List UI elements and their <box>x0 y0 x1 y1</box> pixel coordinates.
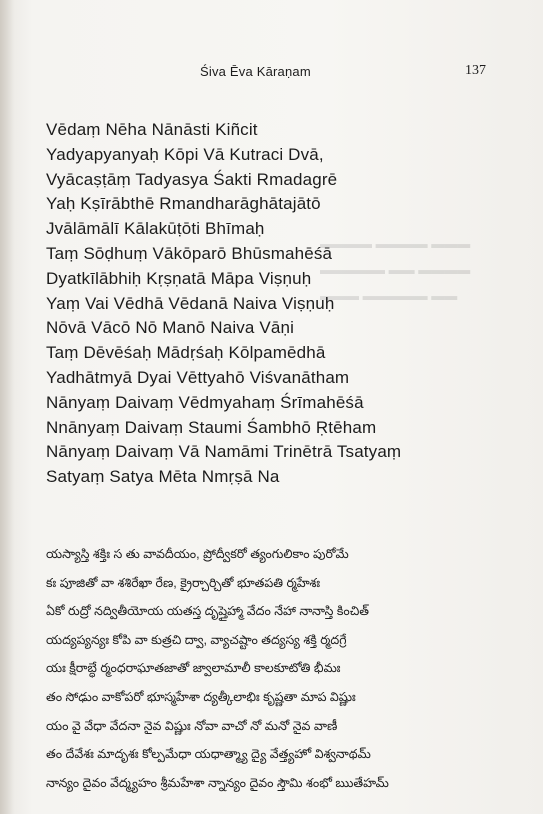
bleed-through: ▬▬▬ ▬▬▬▬ ▬▬▬▬ <box>320 236 471 251</box>
bleed-through: ▬▬▬▬ ▬▬ ▬▬▬▬▬ <box>320 262 471 277</box>
telugu-line: కః పూజితో వా శశిరేఖా రేణ, క్రైర్చార్చితో భూతపతి ర్మహేశః <box>46 575 321 590</box>
verse-line: Taṃ Dēvēśaḥ Mādṛśaḥ Kōlpamēdhā <box>46 343 326 363</box>
verse-line: Vēdaṃ Nēha Nānāsti Kiñcit <box>46 120 258 139</box>
telugu-line: నాన్యం దైవం వేద్మ్యహం శ్రీమహేశా న్నాన్యం దైవం స్తౌమి శంభో ఋతేహమ్ <box>46 775 389 790</box>
verse-block <box>46 118 516 490</box>
verse-line: Satyaṃ Satya Mēta Nmṛṣā Na <box>46 467 280 487</box>
verse-line: Yaṃ Vai Vēdhā Vēdanā Naiva Viṣṇuḥ <box>46 293 335 313</box>
page-spine-shadow <box>0 0 14 814</box>
telugu-line: తం దేవేశః మాదృశః కోల్పమేధా యధాత్మ్యా ద్యై వేత్త్యహో విశ్వనాథమ్ <box>46 747 371 762</box>
verse-line: Yadyapyanyaḥ Kōpi Vā Kutraci Dvā, <box>46 144 324 164</box>
verse-line: Nānyaṃ Daivaṃ Vēdmyahaṃ Śrīmahēśā <box>46 392 364 412</box>
verse-line: Yaḥ Kṣīrābthē Rmandharāghātajātō <box>46 194 321 214</box>
telugu-verse-block <box>46 540 526 797</box>
verse-line: Vyācaṣṭāṃ Tadyasya Śakti Rmadagrē <box>46 169 338 189</box>
telugu-line: యస్యాస్తి శక్తిః స తు వావదీయం, ప్రోద్వీకరో త్యంగులికాం పురోమే <box>46 547 349 561</box>
telugu-line: యః క్షీరాబ్ధే ర్మంధరాఘాతజాతో జ్వాలామాలీ కాలకూటోతి భీమః <box>46 661 341 676</box>
verse-line: Taṃ Sōḍhuṃ Vākōparō Bhūsmahēśā <box>46 243 333 263</box>
verse-line: Yadhātmyā Dyai Vēttyahō Viśvanātham <box>46 367 350 387</box>
verse-line: Jvālāmālī Kālakūṭōti Bhīmaḥ <box>46 219 265 239</box>
telugu-line: ఏకో రుద్రో నద్వితీయోయ యతస్త దృప్తైహ్మా వేదం నేహా నానాస్తి కించిత్ <box>46 604 370 619</box>
verse-line: Nōvā Vācō Nō Manō Naiva Vāṇi <box>46 318 294 338</box>
telugu-line: యం వై వేధా వేదనా నైవ విష్ణుః నోవా వాచో నో మనో నైవ వాణీ <box>46 718 338 733</box>
telugu-line: తం సోఢుం వాకోపరో భూస్మహేశా ద్యత్కీలాభిః కృష్ణతా మాప విష్ణుః <box>46 689 356 704</box>
running-header-title: Śiva Ēva Kāraṇam <box>200 64 311 79</box>
verse-line: Dyatkīlābhiḥ Kṛṣṇatā Māpa Viṣṇuḥ <box>46 268 312 288</box>
telugu-line: యద్యప్యన్యః కోపి వా కుత్రచి ద్వా, వ్యాచష్టాం తద్యస్య శక్తి ర్మదగ్రే <box>46 632 347 647</box>
verse-line: Nnānyaṃ Daivaṃ Staumi Śambhō Ṛtēham <box>46 417 377 437</box>
bleed-through: ▬▬ ▬▬▬▬▬ ▬▬▬ <box>320 288 458 303</box>
page-number: 137 <box>465 63 486 78</box>
verse-line: Nānyaṃ Daivaṃ Vā Namāmi Trinētrā Tsatyaṃ <box>46 442 402 462</box>
